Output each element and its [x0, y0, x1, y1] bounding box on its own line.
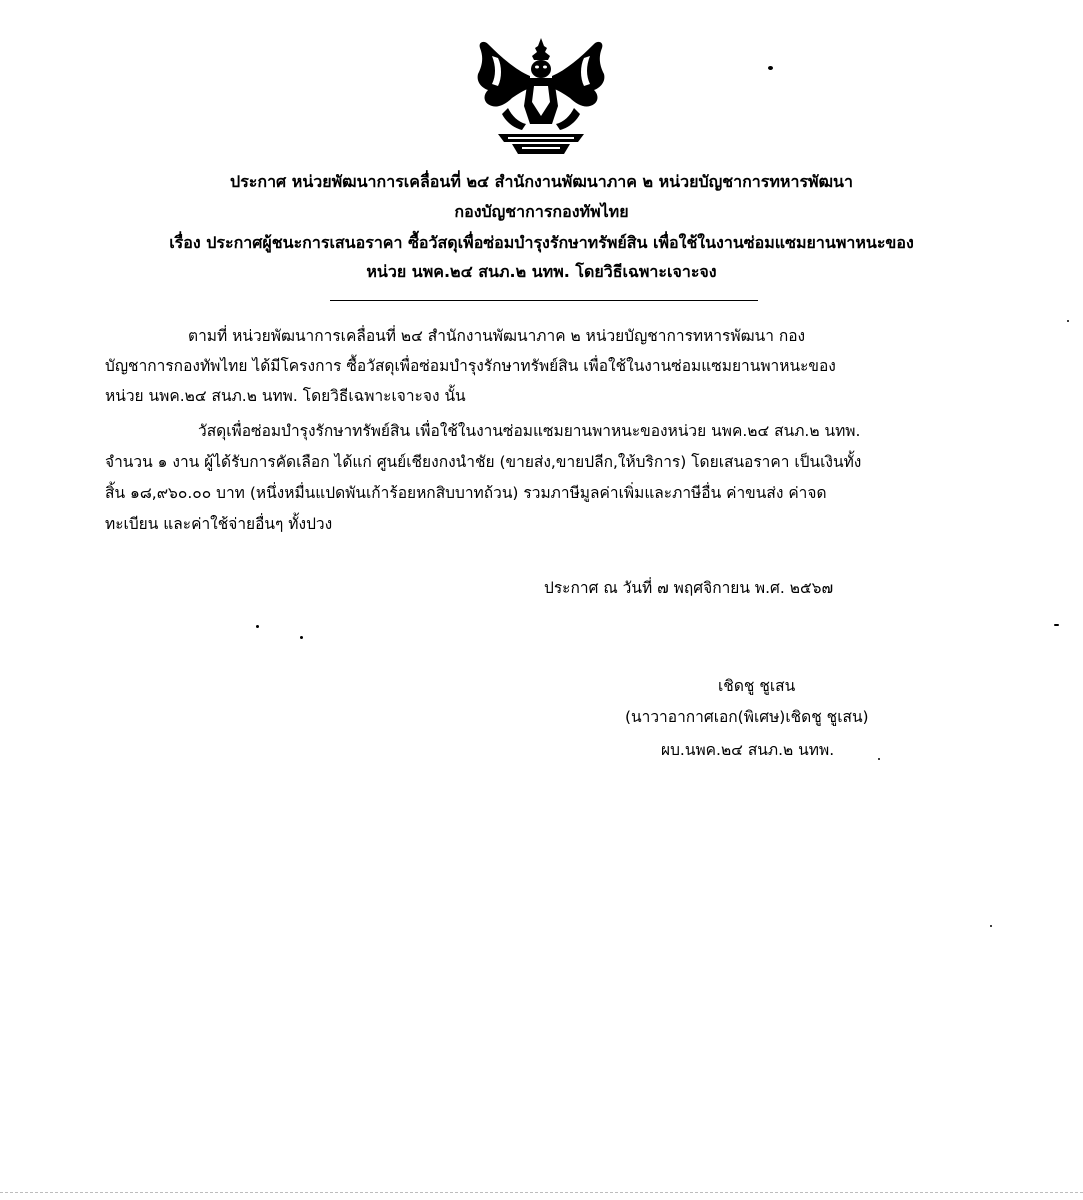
announcement-subject-line2: หน่วย นพค.๒๔ สนภ.๒ นทพ. โดยวิธีเฉพาะเจาะจง [366, 262, 717, 281]
announcement-date: ประกาศ ณ วันที่ ๗ พฤศจิกายน พ.ศ. ๒๕๖๗ [544, 579, 834, 597]
announcement-title-line1: ประกาศ หน่วยพัฒนาการเคลื่อนที่ ๒๔ สำนักงานพัฒนาภาค ๒ หน่วยบัญชาการทหารพัฒนา [230, 172, 853, 191]
paragraph1-line3: หน่วย นพค.๒๔ สนภ.๒ นทพ. โดยวิธีเฉพาะเจาะจง นั้น [105, 387, 466, 405]
garuda-emblem-icon [468, 36, 614, 156]
announcement-subject-line1: เรื่อง ประกาศผู้ชนะการเสนอราคา ซื้อวัสดุเพื่อซ่อมบำรุงรักษาทรัพย์สิน เพื่อใช้ในงานซ่อมแซมยานพาหนะของ [169, 233, 914, 252]
paragraph2-line4: ทะเบียน และค่าใช้จ่ายอื่นๆ ทั้งปวง [105, 515, 333, 533]
scan-speck [1054, 624, 1059, 626]
scan-speck [300, 636, 303, 639]
scan-speck [256, 625, 259, 628]
title-divider [330, 300, 758, 301]
announcement-title-line2: กองบัญชาการกองทัพไทย [454, 202, 629, 221]
signatory-name: เชิดชู ชูเสน [718, 677, 796, 695]
paragraph1-line2: บัญชาการกองทัพไทย ได้มีโครงการ ซื้อวัสดุเพื่อซ่อมบำรุงรักษาทรัพย์สิน เพื่อใช้ในงานซ่อมแซมยานพาหนะของ [105, 357, 836, 375]
paragraph2-line3: สิ้น ๑๘,๙๖๐.๐๐ บาท (หนึ่งหมื่นแปดพันเก้าร้อยหกสิบบาทถ้วน) รวมภาษีมูลค่าเพิ่มและภาษีอื่น ค่าขนส่ง ค่าจด [105, 484, 827, 502]
scan-speck [768, 66, 773, 70]
paragraph2-line1: วัสดุเพื่อซ่อมบำรุงรักษาทรัพย์สิน เพื่อใช้ในงานซ่อมแซมยานพาหนะของหน่วย นพค.๒๔ สนภ.๒ นทพ. [198, 422, 861, 440]
paragraph2-line2: จำนวน ๑ งาน ผู้ได้รับการคัดเลือก ได้แก่ ศูนย์เชียงกงนำชัย (ขายส่ง,ขายปลีก,ให้บริการ) โดยเสนอราคา เป็นเงินทั้ง [105, 453, 862, 471]
scan-speck [990, 925, 992, 927]
scan-speck [1067, 320, 1069, 322]
signatory-full-title: (นาวาอากาศเอก(พิเศษ)เชิดชู ชูเสน) [625, 708, 869, 726]
signatory-position: ผบ.นพค.๒๔ สนภ.๒ นทพ. [661, 741, 835, 759]
paragraph1-line1: ตามที่ หน่วยพัฒนาการเคลื่อนที่ ๒๔ สำนักงานพัฒนาภาค ๒ หน่วยบัญชาการทหารพัฒนา กอง [188, 327, 806, 345]
scan-speck [878, 758, 880, 760]
scan-bottom-edge [0, 1192, 1083, 1193]
